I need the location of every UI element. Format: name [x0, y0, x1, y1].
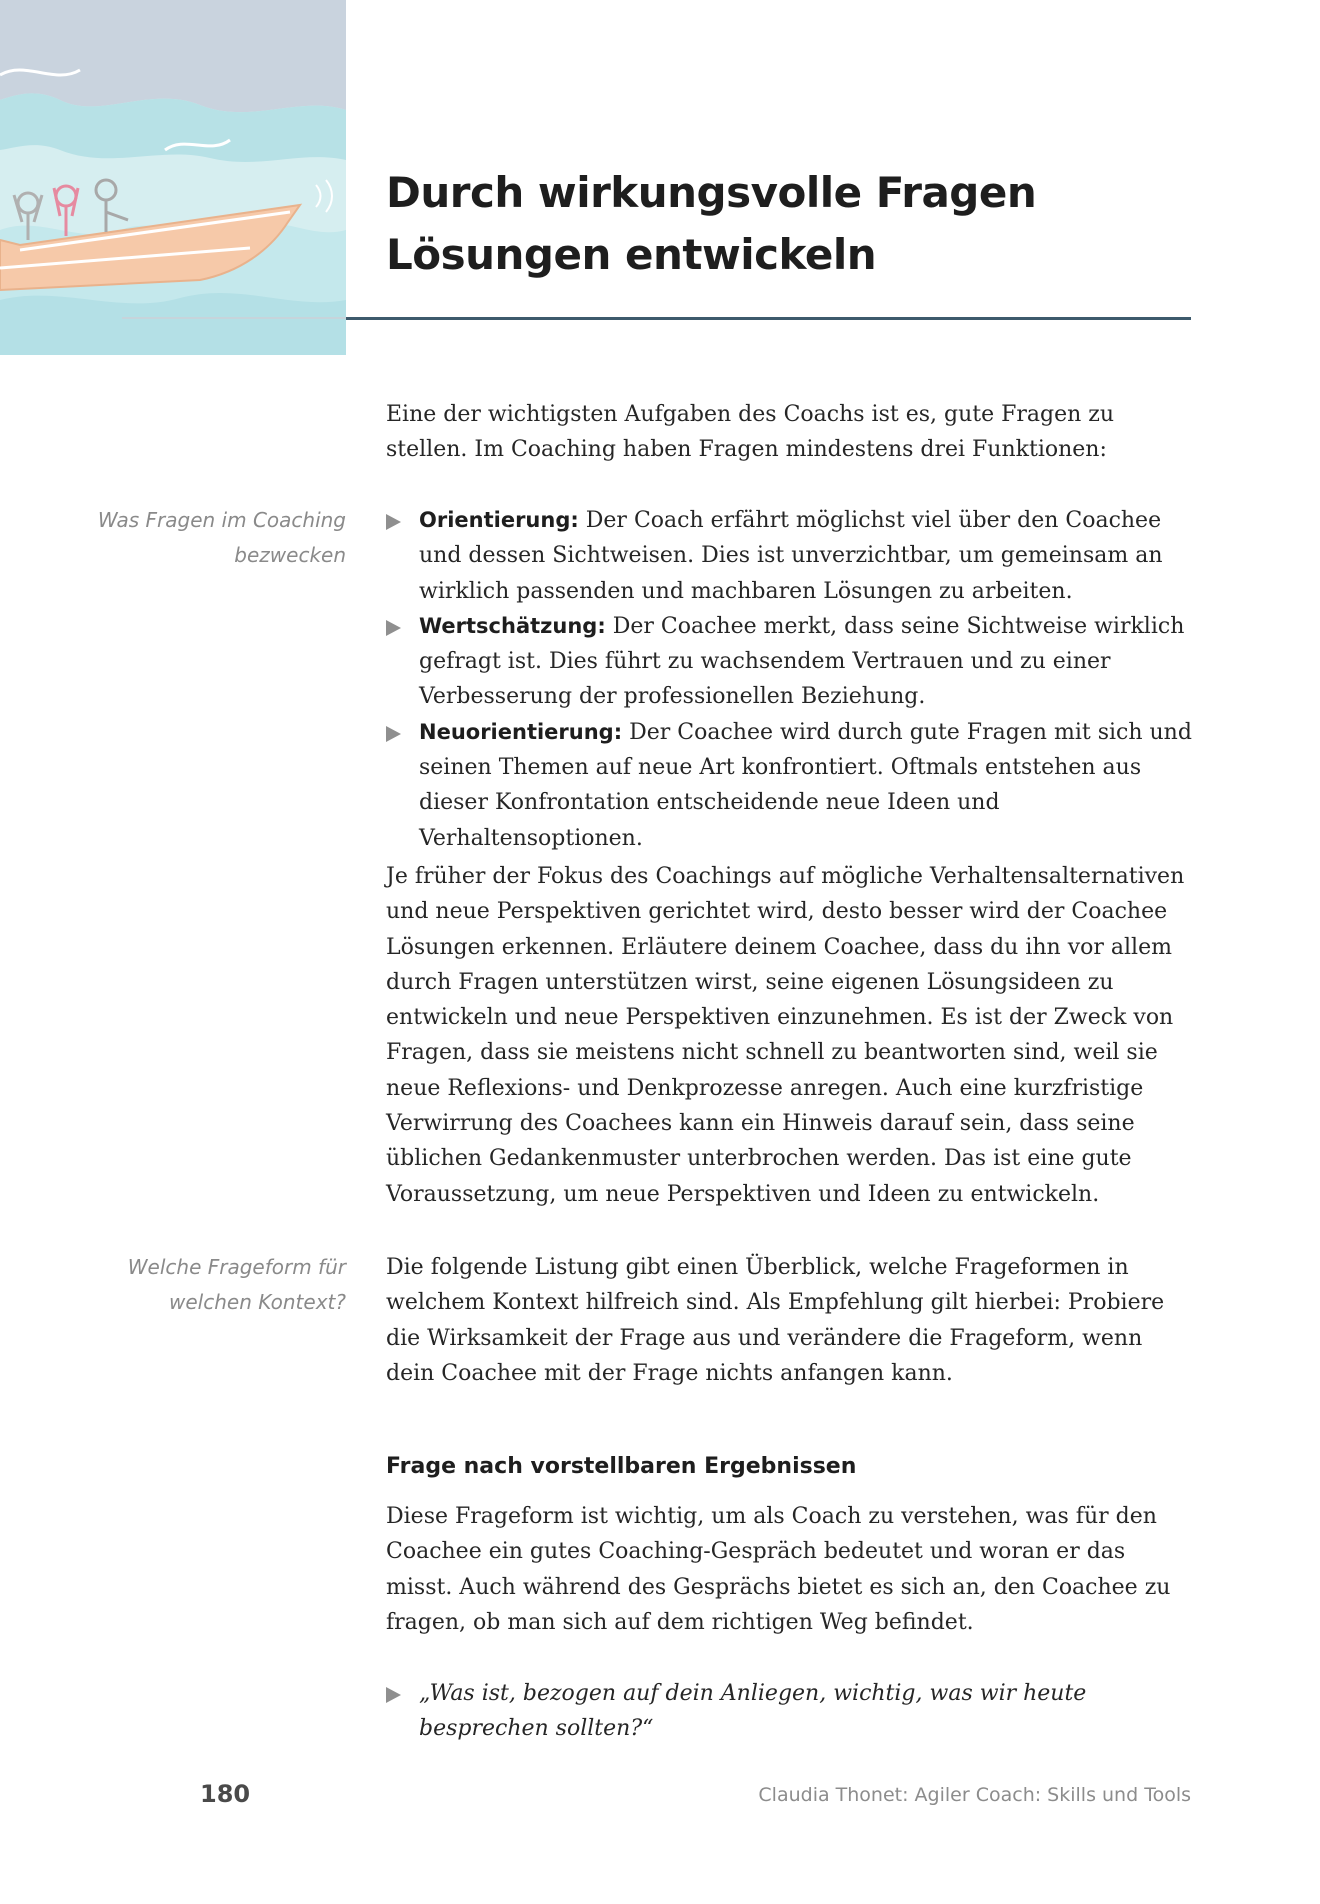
chapter-title: Durch wirkungsvolle Fragen Lösungen entwickeln [386, 168, 1037, 279]
function-term: Wertschätzung: [419, 613, 606, 638]
bullet-arrow-icon [386, 620, 401, 636]
example-question-list [386, 1676, 1196, 1747]
function-text: Der Coach erfährt möglichst viel über den Coachee und dessen Sichtweisen. Dies ist unverzichtbar, um gemeinsam an wirklich passenden und machbaren Lösungen zu arbeiten. [419, 508, 1163, 604]
margin-note-purpose: Was Fragen im Coaching bezwecken [97, 508, 346, 567]
margin-note-question-form: Welche Frageform für welchen Kontext? [127, 1255, 346, 1314]
list-item [386, 715, 1196, 856]
function-term: Orientierung: [419, 508, 579, 532]
header-illustration [0, 0, 346, 355]
page-number: 180 [200, 1780, 251, 1808]
function-list [386, 503, 1196, 856]
function-text: Der Coachee wird durch gute Fragen mit sich und seinen Themen auf neue Art konfrontiert. Oftmals entstehen aus dieser Konfrontation entscheidende neue Ideen und Verhaltensoptionen. [419, 719, 1192, 851]
boat-illustration-image [0, 0, 346, 355]
section-paragraph: Diese Frageform ist wichtig, um als Coach zu verstehen, was für den Coachee ein gutes Coaching-Gespräch bedeutet und woran er das misst. Auch während des Gesprächs bietet es sich an, den Coachee zu fragen, ob man sich auf dem richtigen Weg befindet. [386, 1504, 1171, 1635]
body-paragraph-1: Je früher der Fokus des Coachings auf mögliche Verhaltensalternativen und neue Perspektiven gerichtet wird, desto besser wird der Coachee Lösungen erkennen. Erläutere deinem Coachee, dass du ihn vor allem durch Fragen unterstützen wirst, seine eigenen Lösungsideen zu entwickeln und neue Perspektiven einzunehmen. Es ist der Zweck von Fragen, dass sie meistens nicht schnell zu beantworten sind, weil sie neue Reflexions- und Denkprozesse anregen. Auch eine kurzfristige Verwirrung des Coachees kann ein Hinweis darauf sein, dass seine üblichen Gedankenmuster unterbrochen werden. Das ist eine gute Voraussetzung, um neue Perspektiven und Ideen zu entwickeln. [386, 864, 1185, 1207]
function-text: Der Coachee merkt, dass seine Sichtweise wirklich gefragt ist. Dies führt zu wachsendem Vertrauen und zu einer Verbesserung der professionellen Beziehung. [419, 613, 1185, 710]
list-item [386, 503, 1196, 609]
list-item [386, 1676, 1196, 1747]
bullet-arrow-icon [386, 514, 401, 530]
bullet-arrow-icon [386, 1687, 401, 1703]
function-term: Neuorientierung: [419, 719, 623, 744]
section-heading: Frage nach vorstellbaren Ergebnissen [386, 1454, 857, 1479]
intro-paragraph: Eine der wichtigsten Aufgaben des Coachs ist es, gute Fragen zu stellen. Im Coaching haben Fragen mindestens drei Funktionen: [386, 402, 1115, 463]
title-divider-light [122, 317, 346, 319]
title-divider [346, 317, 1191, 320]
list-item [386, 609, 1196, 715]
book-info: Claudia Thonet: Agiler Coach: Skills und Tools [758, 1784, 1191, 1806]
example-question: „Was ist, bezogen auf dein Anliegen, wichtig, was wir heute besprechen sollten?“ [419, 1681, 1087, 1742]
body-paragraph-2: Die folgende Listung gibt einen Überblick, welche Frageformen in welchem Kontext hilfreich sind. Als Empfehlung gilt hierbei: Probiere die Wirksamkeit der Frage aus und verändere die Frageform, wenn dein Coachee mit der Frage nichts anfangen kann. [386, 1255, 1165, 1386]
bullet-arrow-icon [386, 726, 401, 742]
